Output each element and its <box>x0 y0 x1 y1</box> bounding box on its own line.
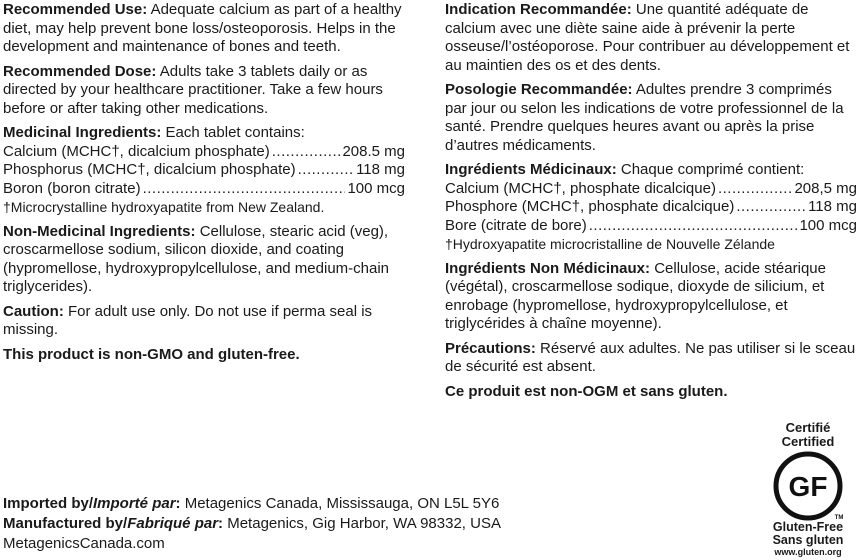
gluten-free-text: Gluten-Free <box>772 520 844 534</box>
website-link[interactable]: MetagenicsCanada.com <box>3 535 165 552</box>
ingredient-row <box>445 217 857 236</box>
ingredient-amount: 118 mg <box>356 161 405 178</box>
ingredient-amount: 100 mcg <box>347 179 405 197</box>
ingredient-row <box>3 161 405 180</box>
ingredient-row <box>445 180 857 199</box>
non-medicinal-ingredients-text: Cellulose, stearic acid (veg), croscarmellose sodium, silicon dioxide, and coating (hypromellose, hydroxypropylcellulose, and medium-chain triglycerides). <box>3 222 390 295</box>
medicinal-ingredients-intro: Each tablet contains: <box>165 124 305 141</box>
footer <box>3 494 703 554</box>
ingredient-amount: 100 mcg <box>799 216 857 234</box>
ingredients-medicinaux-section <box>445 161 857 254</box>
imported-by-label-fr: Importé par <box>93 495 176 512</box>
ingredient-row <box>445 198 857 217</box>
recommended-dose-label: Recommended Dose: <box>3 62 157 80</box>
ingredients-medicinaux-intro: Chaque comprimé contient: <box>620 161 805 178</box>
imported-by-text: Metagenics Canada, Mississauga, ON L5L 5Y6 <box>184 495 500 512</box>
posologie-section <box>445 81 857 155</box>
caution-text: For adult use only. Do not use if perma seal is missing. <box>3 302 373 338</box>
gluten-free-logo-icon <box>773 451 843 521</box>
manufactured-by-line: Manufactured by/Fabriqué par: Metagenics, Gig Harbor, WA 98332, USA <box>3 515 501 532</box>
caution-label: Caution: <box>3 302 64 320</box>
recommended-dose-text: Adults take 3 tablets daily or as directed by your healthcare practitioner. Take a few hours before or after taking other medications. <box>3 62 383 117</box>
french-column <box>445 1 857 407</box>
medicinal-ingredients-section <box>3 124 405 217</box>
ingredients-medicinaux-label: Ingrédients Médicinaux: <box>445 161 617 178</box>
caution-section <box>3 303 405 340</box>
manufactured-by-label: Manufactured by/ <box>3 515 128 532</box>
gf-logo-text: GF <box>788 471 828 502</box>
gmo-statement: This product is non-GMO and gluten-free. <box>3 345 300 363</box>
recommended-use-text: Adequate calcium as part of a healthy diet, may help prevent bone loss/osteoporosis. Helps in the development and maintenance of bones and teeth. <box>3 1 402 55</box>
indication-label: Indication Recommandée: <box>445 1 632 18</box>
sans-gluten-text: Sans gluten <box>772 533 844 547</box>
ingredient-footnote: †Microcrystalline hydroxyapatite from New Zealand. <box>3 199 325 215</box>
ingredient-footnote: †Hydroxyapatite microcristalline de Nouvelle Zélande <box>445 236 775 252</box>
ingredient-amount: 208.5 mg <box>342 142 405 160</box>
non-medicinal-ingredients-section <box>3 223 405 297</box>
ingredient-name: Phosphorus (MCHC†, dicalcium phosphate) <box>3 161 296 178</box>
medicinal-ingredients-label: Medicinal Ingredients: <box>3 124 162 141</box>
ingredient-amount: 118 mg <box>808 198 857 215</box>
recommended-use-section <box>3 1 405 57</box>
ingredient-name: Boron (boron citrate) <box>3 179 141 197</box>
recommended-dose-section <box>3 63 405 119</box>
ingredient-name: Phosphore (MCHC†, phosphate dicalcique) <box>445 198 735 215</box>
gluten-org-url: www.gluten.org <box>774 547 842 557</box>
ingredients-non-medicinaux-label: Ingrédients Non Médicinaux: <box>445 259 651 277</box>
manufactured-by-label-fr: Fabriqué par <box>127 515 219 532</box>
manufactured-by-text: Metagenics, Gig Harbor, WA 98332, USA <box>227 515 501 532</box>
ingredient-name: Bore (citrate de bore) <box>445 216 587 234</box>
recommended-use-label: Recommended Use: <box>3 1 148 18</box>
ingredient-row <box>3 180 405 199</box>
certifie-text: Certifié <box>785 420 831 435</box>
ingredient-name: Calcium (MCHC†, dicalcium phosphate) <box>3 142 270 160</box>
gmo-statement-section <box>3 346 405 365</box>
posologie-label: Posologie Recommandée: <box>445 81 633 98</box>
ogm-statement: Ce produit est non-OGM et sans gluten. <box>445 382 728 400</box>
imported-by-line: Imported by/Importé par: Metagenics Canada, Mississauga, ON L5L 5Y6 <box>3 495 500 512</box>
non-medicinal-ingredients-label: Non-Medicinal Ingredients: <box>3 222 196 240</box>
gluten-free-certification <box>758 421 858 558</box>
indication-section <box>445 1 857 75</box>
trademark-mark: TM <box>834 515 843 521</box>
english-column <box>3 1 405 370</box>
indication-text: Une quantité adéquate de calcium avec une diète saine aide à prévenir la perte osseuse/l’ostéoporose. Pour contribuer au développement et au maintien des os et des dents. <box>445 1 850 74</box>
precautions-section <box>445 340 857 377</box>
precautions-label: Précautions: <box>445 339 536 357</box>
certified-text: Certified <box>781 434 835 449</box>
ingredients-non-medicinaux-text: Cellulose, acide stéarique (végétal), croscarmellose sodique, dioxyde de silicium, et enrobage (hypromellose, hydroxypropylcellulose, et triglycérides à chaîne moyenne). <box>445 259 826 332</box>
posologie-text: Adultes prendre 3 comprimés par jour ou selon les indications de votre professionnel de la santé. Prendre quelques heures avant ou après la prise d’autres médicaments. <box>445 81 844 154</box>
ingredient-amount: 208,5 mg <box>794 179 857 197</box>
ingredients-non-medicinaux-section <box>445 260 857 334</box>
ingredient-name: Calcium (MCHC†, phosphate dicalcique) <box>445 179 716 197</box>
precautions-text: Réservé aux adultes. Ne pas utiliser si le sceau de sécurité est absent. <box>445 339 856 375</box>
imported-by-label: Imported by/ <box>3 495 94 512</box>
ogm-statement-section <box>445 383 857 402</box>
ingredient-row <box>3 143 405 162</box>
